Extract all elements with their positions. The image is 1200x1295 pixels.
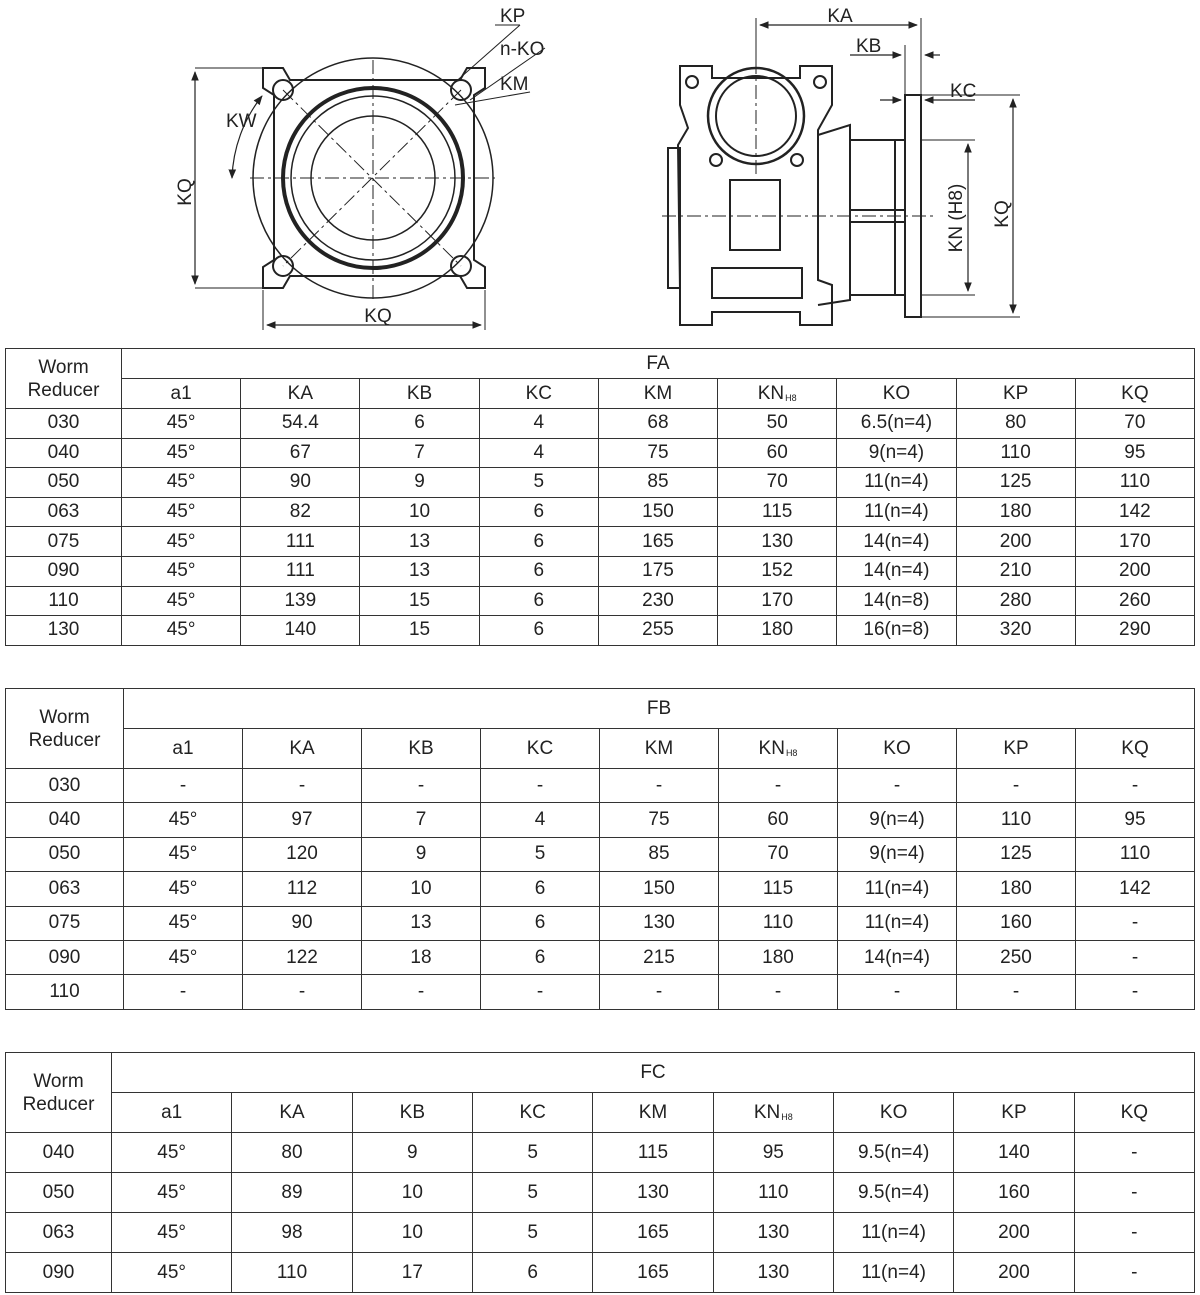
value-cell: - [719,975,838,1009]
value-cell: 90 [243,906,362,940]
value-cell: 140 [241,616,360,646]
table-title: FA [122,349,1195,379]
value-cell: 115 [593,1133,713,1173]
value-cell: 14(n=4) [838,940,957,974]
value-cell: 45° [122,497,241,527]
value-cell: 45° [124,940,243,974]
value-cell: 6 [479,586,598,616]
value-cell: 13 [362,906,481,940]
value-cell: 45° [122,586,241,616]
value-cell: 9(n=4) [837,438,956,468]
model-cell: 075 [6,906,124,940]
model-cell: 030 [6,409,122,439]
col-header-kc: KC [472,1093,592,1133]
value-cell: 115 [718,497,837,527]
row-header: Worm Reducer [6,349,122,409]
table-row [6,556,1195,586]
col-header-kq: KQ [1075,379,1194,409]
value-cell: 110 [1076,837,1195,871]
value-cell: 14(n=4) [837,527,956,557]
value-cell: 6 [479,497,598,527]
value-cell: 13 [360,527,479,557]
model-cell: 090 [6,556,122,586]
col-header-kp: KP [956,379,1075,409]
value-cell: - [600,975,719,1009]
col-header-kq: KQ [1076,729,1195,769]
value-cell: 160 [957,906,1076,940]
table-row [6,586,1195,616]
table-row [6,1213,1195,1253]
value-cell: - [124,769,243,803]
value-cell: 95 [1076,803,1195,837]
value-cell: 7 [360,438,479,468]
value-cell: 112 [243,872,362,906]
value-cell: 10 [352,1213,472,1253]
kn-subscript: H8 [781,1111,793,1122]
model-cell: 050 [6,468,122,498]
value-cell: 5 [479,468,598,498]
value-cell: - [362,769,481,803]
value-cell: 6 [479,527,598,557]
value-cell: 111 [241,527,360,557]
value-cell: 130 [713,1253,833,1293]
value-cell: - [1074,1253,1194,1293]
col-header-ka: KA [243,729,362,769]
value-cell: 110 [719,906,838,940]
value-cell: 50 [718,409,837,439]
value-cell: 110 [956,438,1075,468]
value-cell: - [481,975,600,1009]
value-cell: 14(n=4) [837,556,956,586]
col-header-kn: $KN_{H8}$ [719,729,838,769]
model-cell: 063 [6,497,122,527]
value-cell: - [1074,1173,1194,1213]
value-cell: 7 [362,803,481,837]
value-cell: - [957,975,1076,1009]
col-header-ko: KO [838,729,957,769]
col-header-km: KM [593,1093,713,1133]
value-cell: 215 [600,940,719,974]
value-cell: 45° [122,616,241,646]
value-cell: 150 [600,872,719,906]
value-cell: 45° [124,837,243,871]
value-cell: 89 [232,1173,352,1213]
col-header-kb: KB [352,1093,472,1133]
model-cell: 090 [6,940,124,974]
value-cell: 6 [481,872,600,906]
value-cell: 125 [957,837,1076,871]
value-cell: 6.5(n=4) [837,409,956,439]
value-cell: 9 [362,837,481,871]
value-cell: 200 [954,1213,1074,1253]
value-cell: 45° [124,872,243,906]
col-header-kc: KC [479,379,598,409]
value-cell: 15 [360,586,479,616]
value-cell: 280 [956,586,1075,616]
value-cell: 17 [352,1253,472,1293]
value-cell: 6 [479,556,598,586]
value-cell: 9 [352,1133,472,1173]
value-cell: 200 [956,527,1075,557]
table-row [6,616,1195,646]
value-cell: 18 [362,940,481,974]
value-cell: 122 [243,940,362,974]
model-cell: 063 [6,872,124,906]
table-row [6,975,1195,1009]
col-header-a1: a1 [122,379,241,409]
value-cell: 6 [472,1253,592,1293]
value-cell: 120 [243,837,362,871]
value-cell: - [957,769,1076,803]
label-kb-side: KB [856,36,882,57]
value-cell: 11(n=4) [833,1213,953,1253]
value-cell: 11(n=4) [833,1253,953,1293]
value-cell: 111 [241,556,360,586]
table-row [6,527,1195,557]
column-header-row [6,1093,1195,1133]
model-cell: 030 [6,769,124,803]
value-cell: 165 [598,527,717,557]
value-cell: 70 [719,837,838,871]
value-cell: 6 [479,616,598,646]
value-cell: 45° [112,1173,232,1213]
value-cell: 165 [593,1213,713,1253]
value-cell: 14(n=8) [837,586,956,616]
value-cell: 9 [360,468,479,498]
spec-table-fc [5,1052,1195,1293]
row-header: Worm Reducer [6,689,124,769]
model-cell: 130 [6,616,122,646]
value-cell: 4 [479,409,598,439]
value-cell: 82 [241,497,360,527]
value-cell: 98 [232,1213,352,1253]
table-title: FC [112,1053,1195,1093]
value-cell: 80 [956,409,1075,439]
value-cell: 139 [241,586,360,616]
value-cell: 67 [241,438,360,468]
value-cell: 70 [718,468,837,498]
value-cell: 250 [957,940,1076,974]
table-row [6,940,1195,974]
value-cell: 165 [593,1253,713,1293]
value-cell: 6 [481,906,600,940]
label-km-front: KM [500,74,529,95]
flange-front-view [195,25,545,330]
value-cell: 60 [718,438,837,468]
value-cell: - [243,769,362,803]
value-cell: - [600,769,719,803]
value-cell: 180 [957,872,1076,906]
value-cell: 5 [472,1133,592,1173]
value-cell: 45° [112,1133,232,1173]
value-cell: 45° [122,468,241,498]
value-cell: 85 [600,837,719,871]
value-cell: 95 [713,1133,833,1173]
label-kq-bottom: KQ [364,306,392,327]
table-row [6,769,1195,803]
spec-table-fb [5,688,1195,1010]
table-row [6,1173,1195,1213]
table-row [6,409,1195,439]
value-cell: - [719,769,838,803]
col-header-ka: KA [241,379,360,409]
value-cell: 45° [122,438,241,468]
value-cell: 152 [718,556,837,586]
value-cell: 125 [956,468,1075,498]
value-cell: 180 [718,616,837,646]
table-row [6,438,1195,468]
label-kp-front: KP [500,6,526,27]
col-header-kc: KC [481,729,600,769]
value-cell: 200 [954,1253,1074,1293]
value-cell: - [1076,975,1195,1009]
value-cell: 13 [360,556,479,586]
table-row [6,497,1195,527]
value-cell: 60 [719,803,838,837]
gearbox-side-view [662,18,1020,325]
table-title: FB [124,689,1195,729]
value-cell: 170 [1075,527,1194,557]
value-cell: 97 [243,803,362,837]
label-kq-side: KQ [992,200,1013,228]
value-cell: - [838,975,957,1009]
value-cell: 130 [600,906,719,940]
value-cell: 5 [481,837,600,871]
value-cell: 200 [1075,556,1194,586]
value-cell: 95 [1075,438,1194,468]
col-header-a1: a1 [124,729,243,769]
value-cell: 130 [713,1213,833,1253]
value-cell: 170 [718,586,837,616]
value-cell: 9.5(n=4) [833,1133,953,1173]
value-cell: - [1076,769,1195,803]
col-header-ko: KO [837,379,956,409]
value-cell: 6 [481,940,600,974]
col-header-km: KM [600,729,719,769]
value-cell: 10 [352,1173,472,1213]
value-cell: 11(n=4) [838,906,957,940]
value-cell: 130 [718,527,837,557]
label-ka-side: KA [827,6,853,27]
spec-table-fa [5,348,1195,646]
table-row [6,906,1195,940]
kn-subscript: H8 [785,747,798,758]
value-cell: 150 [598,497,717,527]
table-row [6,468,1195,498]
label-kq-left: KQ [175,178,196,206]
value-cell: 11(n=4) [837,497,956,527]
row-header: Worm Reducer [6,1053,112,1133]
value-cell: - [1076,906,1195,940]
col-header-ko: KO [833,1093,953,1133]
col-header-a1: a1 [112,1093,232,1133]
value-cell: - [243,975,362,1009]
col-header-ka: KA [232,1093,352,1133]
value-cell: 45° [124,906,243,940]
value-cell: 180 [719,940,838,974]
value-cell: 110 [957,803,1076,837]
value-cell: 54.4 [241,409,360,439]
value-cell: - [1076,940,1195,974]
col-header-kp: KP [954,1093,1074,1133]
column-header-row [6,729,1195,769]
model-cell: 075 [6,527,122,557]
col-header-kn: $KN_{H8}$ [713,1093,833,1133]
value-cell: 320 [956,616,1075,646]
value-cell: 6 [360,409,479,439]
value-cell: 180 [956,497,1075,527]
value-cell: 4 [481,803,600,837]
col-header-kp: KP [957,729,1076,769]
col-header-kn: $KN_{H8}$ [718,379,837,409]
value-cell: 115 [719,872,838,906]
col-header-kb: KB [360,379,479,409]
value-cell: 70 [1075,409,1194,439]
label-kn-side: KN (H8) [946,183,967,253]
value-cell: 9.5(n=4) [833,1173,953,1213]
value-cell: 210 [956,556,1075,586]
model-cell: 050 [6,1173,112,1213]
value-cell: - [1074,1213,1194,1253]
value-cell: - [124,975,243,1009]
value-cell: 85 [598,468,717,498]
value-cell: 260 [1075,586,1194,616]
label-nko-front: n-KO [500,39,545,60]
value-cell: 80 [232,1133,352,1173]
value-cell: 140 [954,1133,1074,1173]
col-header-kb: KB [362,729,481,769]
value-cell: - [838,769,957,803]
value-cell: 11(n=4) [838,872,957,906]
value-cell: 230 [598,586,717,616]
value-cell: - [1074,1133,1194,1173]
value-cell: 110 [1075,468,1194,498]
model-cell: 050 [6,837,124,871]
value-cell: 15 [360,616,479,646]
value-cell: 142 [1075,497,1194,527]
value-cell: 175 [598,556,717,586]
table-row [6,837,1195,871]
table-row [6,803,1195,837]
technical-drawing [0,0,1200,340]
model-cell: 040 [6,1133,112,1173]
model-cell: 110 [6,586,122,616]
value-cell: 75 [600,803,719,837]
label-kc-side: KC [950,81,977,102]
model-cell: 040 [6,803,124,837]
value-cell: 9(n=4) [838,803,957,837]
value-cell: 290 [1075,616,1194,646]
value-cell: 45° [112,1253,232,1293]
value-cell: 45° [122,527,241,557]
table-row [6,1253,1195,1293]
value-cell: 10 [360,497,479,527]
value-cell: 130 [593,1173,713,1213]
model-cell: 090 [6,1253,112,1293]
value-cell: 45° [122,409,241,439]
value-cell: 75 [598,438,717,468]
model-cell: 110 [6,975,124,1009]
label-kw-front: KW [226,111,257,132]
value-cell: 110 [232,1253,352,1293]
table-row [6,1133,1195,1173]
value-cell: 160 [954,1173,1074,1213]
kn-subscript: H8 [785,392,797,403]
value-cell: 68 [598,409,717,439]
value-cell: - [362,975,481,1009]
model-cell: 040 [6,438,122,468]
value-cell: 16(n=8) [837,616,956,646]
col-header-kq: KQ [1074,1093,1194,1133]
value-cell: 10 [362,872,481,906]
value-cell: 45° [112,1213,232,1253]
table-row [6,872,1195,906]
value-cell: 255 [598,616,717,646]
value-cell: 45° [124,803,243,837]
value-cell: 11(n=4) [837,468,956,498]
value-cell: 9(n=4) [838,837,957,871]
value-cell: 5 [472,1173,592,1213]
value-cell: - [481,769,600,803]
column-header-row [6,379,1195,409]
value-cell: 4 [479,438,598,468]
model-cell: 063 [6,1213,112,1253]
value-cell: 90 [241,468,360,498]
col-header-km: KM [598,379,717,409]
value-cell: 142 [1076,872,1195,906]
value-cell: 45° [122,556,241,586]
value-cell: 110 [713,1173,833,1213]
value-cell: 5 [472,1213,592,1253]
